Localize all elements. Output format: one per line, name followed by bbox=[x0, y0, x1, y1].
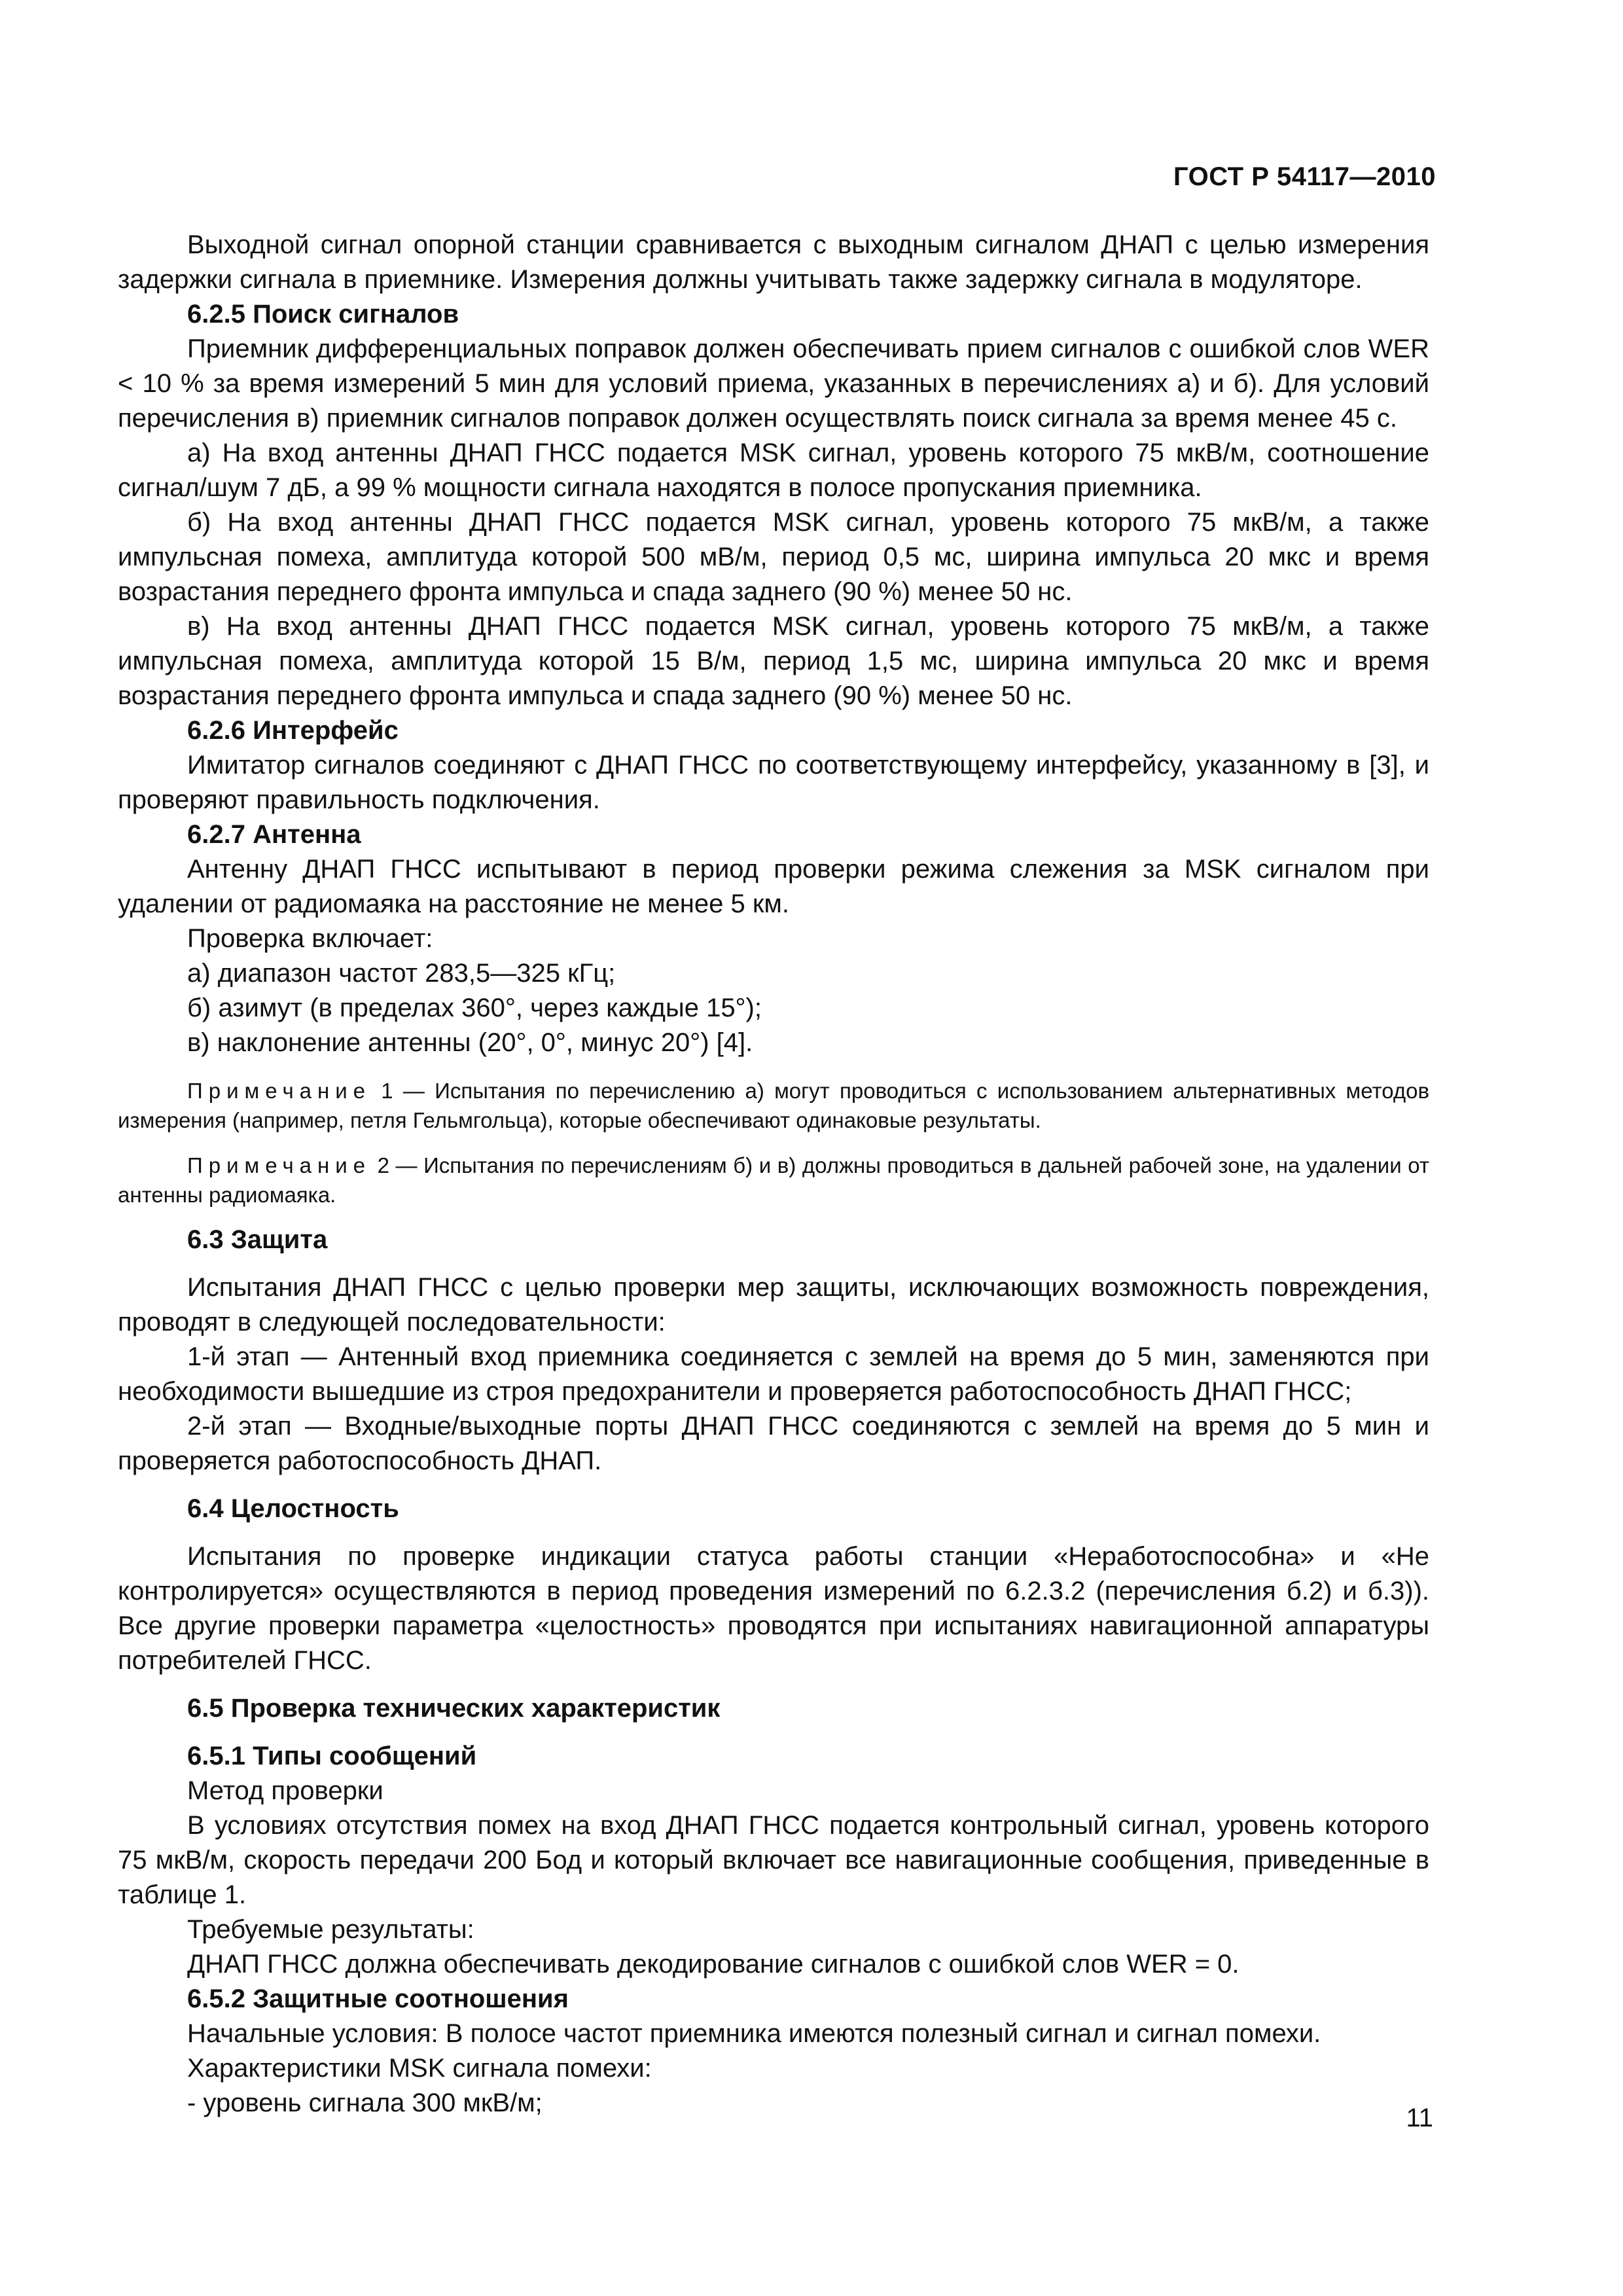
section-heading-6-3: 6.3 Защита bbox=[187, 1225, 328, 1254]
paragraph: Испытания по проверке индикации статуса работы станции «Неработоспособна» и «Не контролируется» осуществляются в период проведения измерений по 6.2.3.2 (перечисления б.2) и б.3)). Все другие проверки параметра «целостность» проводятся при испытаниях навигационной аппаратуры потребителей ГНСС. bbox=[118, 1542, 1429, 1675]
list-item: б) азимут (в пределах 360°, через каждые 15°); bbox=[187, 994, 762, 1022]
list-item: б) На вход антенны ДНАП ГНСС подается MSK сигнал, уровень которого 75 мкВ/м, а также импульсная помеха, амплитуда которой 500 мВ/м, период 0,5 мс, ширина импульса 20 мкс и время возрастания переднего фронта импульса и спада заднего (90 %) менее 50 нс. bbox=[118, 508, 1429, 606]
section-heading-6-5: 6.5 Проверка технических характеристик bbox=[187, 1694, 721, 1723]
list-item: - уровень сигнала 300 мкВ/м; bbox=[187, 2089, 543, 2117]
note-text: 2 — Испытания по перечислениям б) и в) должны проводиться в дальней рабочей зоне, на удалении от антенны радиомаяка. bbox=[118, 1153, 1429, 1207]
document-code: ГОСТ Р 54117—2010 bbox=[1173, 162, 1436, 191]
section-heading-6-2-5: 6.2.5 Поиск сигналов bbox=[187, 300, 459, 329]
note-text: 1 — Испытания по перечислению а) могут проводиться с использованием альтернативных методов измерения (например, петля Гельмгольца), которые обеспечивают одинаковые результаты. bbox=[118, 1079, 1429, 1132]
note-1 bbox=[118, 1076, 1429, 1135]
page-content bbox=[118, 228, 1429, 2121]
paragraph: 1-й этап — Антенный вход приемника соединяется с землей на время до 5 мин, заменяются при необходимости вышедшие из строя предохранители и проверяется работоспособность ДНАП ГНСС; bbox=[118, 1342, 1429, 1406]
list-item: а) На вход антенны ДНАП ГНСС подается MSK сигнал, уровень которого 75 мкВ/м, соотношение сигнал/шум 7 дБ, а 99 % мощности сигнала находятся в полосе пропускания приемника. bbox=[118, 439, 1429, 502]
paragraph: Антенну ДНАП ГНСС испытывают в период проверки режима слежения за MSK сигналом при удалении от радиомаяка на расстояние не менее 5 км. bbox=[118, 855, 1429, 918]
section-heading-6-5-1: 6.5.1 Типы сообщений bbox=[187, 1742, 477, 1770]
paragraph: Приемник дифференциальных поправок должен обеспечивать прием сигналов с ошибкой слов WER < 10 % за время измерений 5 мин для условий приема, указанных в перечислениях а) и б). Для условий перечисления в) приемник сигналов поправок должен осуществлять поиск сигнала за время менее 45 с. bbox=[118, 334, 1429, 433]
section-heading-6-2-6: 6.2.6 Интерфейс bbox=[187, 716, 399, 745]
page-number: 11 bbox=[1406, 2104, 1433, 2132]
list-item: а) диапазон частот 283,5—325 кГц; bbox=[187, 959, 616, 988]
list-item: в) На вход антенны ДНАП ГНСС подается MSK сигнал, уровень которого 75 мкВ/м, а также импульсная помеха, амплитуда которой 15 В/м, период 1,5 мс, ширина импульса 20 мкс и время возрастания переднего фронта импульса и спада заднего (90 %) менее 50 нс. bbox=[118, 612, 1429, 710]
paragraph: Выходной сигнал опорной станции сравнивается с выходным сигналом ДНАП с целью измерения задержки сигнала в приемнике. Измерения должны учитывать также задержку сигнала в модуляторе. bbox=[118, 230, 1429, 294]
paragraph: В условиях отсутствия помех на вход ДНАП ГНСС подается контрольный сигнал, уровень которого 75 мкВ/м, скорость передачи 200 Бод и который включает все навигационные сообщения, приведенные в таблице 1. bbox=[118, 1811, 1429, 1909]
note-label: Примечание bbox=[187, 1079, 372, 1103]
section-heading-6-4: 6.4 Целостность bbox=[187, 1494, 399, 1523]
paragraph: Испытания ДНАП ГНСС с целью проверки мер защиты, исключающих возможность повреждения, проводят в следующей последовательности: bbox=[118, 1273, 1429, 1336]
paragraph: Характеристики MSK сигнала помехи: bbox=[187, 2054, 652, 2083]
paragraph: 2-й этап — Входные/выходные порты ДНАП ГНСС соединяются с землей на время до 5 мин и проверяется работоспособность ДНАП. bbox=[118, 1412, 1429, 1475]
note-2 bbox=[118, 1151, 1429, 1210]
section-heading-6-5-2: 6.5.2 Защитные соотношения bbox=[187, 1984, 569, 2013]
paragraph: Требуемые результаты: bbox=[187, 1915, 474, 1944]
paragraph: ДНАП ГНСС должна обеспечивать декодирование сигналов с ошибкой слов WER = 0. bbox=[187, 1950, 1240, 1979]
paragraph: Начальные условия: В полосе частот приемника имеются полезный сигнал и сигнал помехи. bbox=[187, 2019, 1321, 2048]
paragraph: Имитатор сигналов соединяют с ДНАП ГНСС по соответствующему интерфейсу, указанному в [3], и проверяют правильность подключения. bbox=[118, 751, 1429, 814]
list-item: в) наклонение антенны (20°, 0°, минус 20°) [4]. bbox=[187, 1028, 753, 1057]
paragraph: Метод проверки bbox=[187, 1776, 383, 1805]
section-heading-6-2-7: 6.2.7 Антенна bbox=[187, 820, 361, 849]
paragraph: Проверка включает: bbox=[187, 924, 433, 953]
note-label: Примечание bbox=[187, 1153, 372, 1177]
